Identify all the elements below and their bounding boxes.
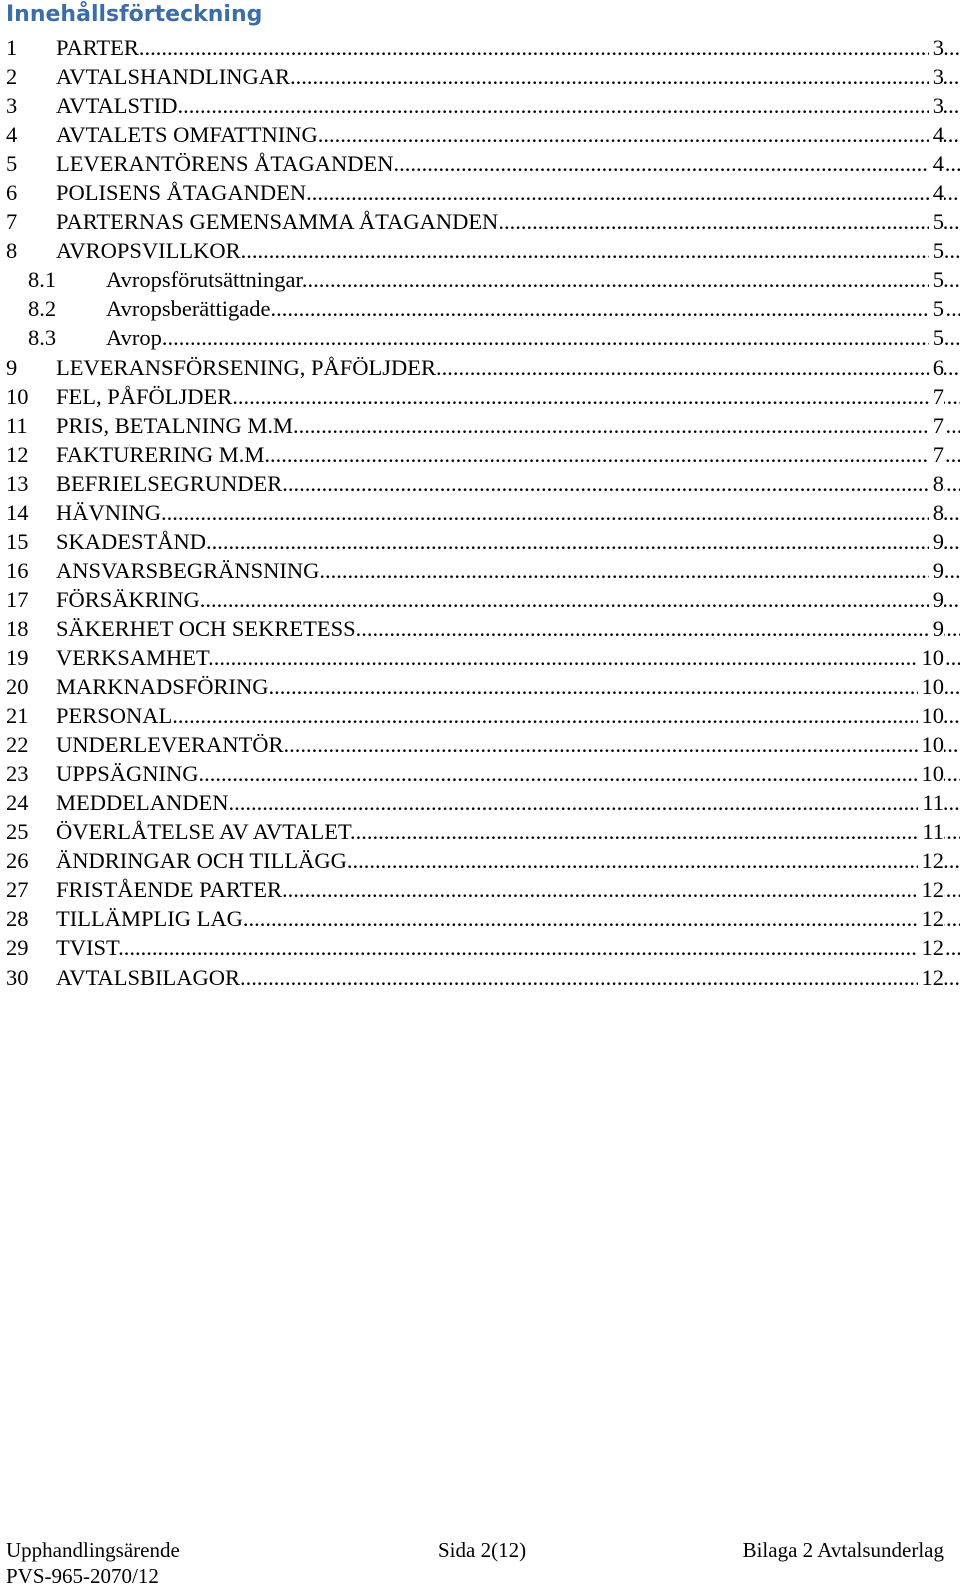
toc-entry-page: 3 — [929, 33, 944, 62]
toc-entry-page: 5 — [929, 265, 944, 294]
toc-entry-page: 8 — [929, 498, 944, 527]
toc-entry[interactable] — [0, 846, 960, 875]
toc-entry[interactable] — [0, 817, 960, 846]
toc-subentry[interactable] — [0, 323, 960, 352]
toc-entry-number: 4 — [6, 122, 18, 148]
toc-entry-number: 26 — [6, 848, 29, 874]
toc-list — [0, 33, 960, 992]
toc-entry[interactable] — [0, 353, 960, 382]
toc-entry-page: 11 — [918, 817, 944, 846]
toc-entry-number: 25 — [6, 819, 29, 845]
toc-entry-number: 28 — [6, 906, 29, 932]
toc-entry-number: 27 — [6, 877, 29, 903]
footer-case-number: PVS-965-2070/12 — [6, 1564, 159, 1588]
toc-subentry[interactable] — [0, 294, 960, 323]
toc-entry-title: MARKNADSFÖRING ..... — [56, 672, 960, 701]
toc-entry[interactable] — [0, 556, 960, 585]
toc-entry-number: 18 — [6, 615, 29, 641]
toc-entry-title: FRISTÅENDE PARTER ..... — [56, 875, 960, 904]
toc-entry-title: POLISENS ÅTAGANDEN ..... — [56, 178, 960, 207]
toc-entry-page: 4 — [929, 120, 944, 149]
toc-entry-page: 7 — [929, 411, 944, 440]
toc-entry-page: 10 — [918, 672, 945, 701]
footer-page-number: Sida 2(12) — [438, 1538, 527, 1562]
toc-entry-title: ÖVERLÅTELSE AV AVTALET ..... — [56, 817, 960, 846]
toc-entry-title: SÄKERHET OCH SEKRETESS ..... — [56, 614, 960, 643]
toc-entry[interactable] — [0, 672, 960, 701]
toc-entry-title: PRIS, BETALNING M.M. ..... — [56, 411, 960, 440]
toc-entry[interactable] — [0, 149, 960, 178]
toc-entry[interactable] — [0, 614, 960, 643]
toc-entry-title: BEFRIELSEGRUNDER ..... — [56, 469, 960, 498]
toc-entry-title: TILLÄMPLIG LAG ..... — [56, 904, 960, 933]
toc-entry-page: 11 — [918, 788, 944, 817]
toc-entry[interactable] — [0, 236, 960, 265]
toc-entry-page: 12 — [918, 963, 945, 992]
toc-entry-page: 10 — [918, 643, 945, 672]
toc-entry-number: 12 — [6, 441, 29, 467]
toc-entry[interactable] — [0, 120, 960, 149]
toc-entry-number: 9 — [6, 354, 18, 380]
toc-entry-number: 2 — [6, 64, 18, 90]
toc-entry[interactable] — [0, 701, 960, 730]
toc-entry-page: 4 — [929, 178, 944, 207]
toc-entry-page: 6 — [929, 353, 944, 382]
toc-entry-number: 23 — [6, 761, 29, 787]
toc-entry-title: PARTERNAS GEMENSAMMA ÅTAGANDEN ..... — [56, 207, 960, 236]
toc-entry-number: 8.2 — [28, 296, 57, 322]
toc-entry[interactable] — [0, 730, 960, 759]
toc-entry[interactable] — [0, 875, 960, 904]
toc-entry-page: 3 — [929, 91, 944, 120]
toc-entry-page: 9 — [929, 614, 944, 643]
toc-entry-number: 14 — [6, 499, 29, 525]
toc-subentry[interactable] — [0, 265, 960, 294]
toc-entry-number: 15 — [6, 528, 29, 554]
toc-entry-title: ANSVARSBEGRÄNSNING ..... — [56, 556, 960, 585]
footer-attachment-label: Bilaga 2 Avtalsunderlag — [742, 1538, 944, 1562]
toc-entry[interactable] — [0, 788, 960, 817]
toc-entry-title: LEVERANTÖRENS ÅTAGANDEN ..... — [56, 149, 960, 178]
toc-entry[interactable] — [0, 411, 960, 440]
toc-entry-title: VERKSAMHET ..... — [56, 643, 960, 672]
toc-entry-number: 7 — [6, 209, 18, 235]
toc-entry-title: AVTALSTID ..... — [56, 91, 960, 120]
toc-entry-page: 10 — [918, 701, 945, 730]
toc-entry[interactable] — [0, 33, 960, 62]
toc-entry-title: UNDERLEVERANTÖR ..... — [56, 730, 960, 759]
toc-entry-page: 10 — [918, 759, 945, 788]
toc-entry-number: 22 — [6, 732, 29, 758]
toc-entry-number: 24 — [6, 790, 29, 816]
toc-entry[interactable] — [0, 207, 960, 236]
toc-entry-page: 4 — [929, 149, 944, 178]
toc-entry[interactable] — [0, 643, 960, 672]
toc-entry-page: 10 — [918, 730, 945, 759]
toc-entry[interactable] — [0, 585, 960, 614]
toc-entry-number: 8.1 — [28, 267, 57, 293]
toc-entry-page: 12 — [918, 846, 945, 875]
toc-entry-page: 8 — [929, 469, 944, 498]
toc-entry-number: 11 — [6, 412, 28, 438]
toc-entry-page: 12 — [918, 933, 945, 962]
toc-entry[interactable] — [0, 904, 960, 933]
toc-entry[interactable] — [0, 91, 960, 120]
toc-entry-title: MEDDELANDEN ..... — [56, 788, 960, 817]
toc-entry-number: 30 — [6, 964, 29, 990]
toc-entry-title: FAKTURERING M.M. ..... — [56, 440, 960, 469]
toc-entry[interactable] — [0, 527, 960, 556]
toc-entry-title: LEVERANSFÖRSENING, PÅFÖLJDER ..... — [56, 353, 960, 382]
toc-entry-title: AVTALSHANDLINGAR ..... — [56, 62, 960, 91]
toc-entry-page: 5 — [929, 207, 944, 236]
toc-entry[interactable] — [0, 759, 960, 788]
toc-entry-page: 9 — [929, 527, 944, 556]
toc-entry-title: Avrop ..... — [106, 323, 960, 352]
toc-entry[interactable] — [0, 933, 960, 962]
toc-entry-page: 5 — [929, 236, 944, 265]
toc-entry-number: 16 — [6, 557, 29, 583]
toc-entry-title: Avropsberättigade ..... — [106, 294, 960, 323]
toc-entry[interactable] — [0, 382, 960, 411]
toc-entry-title: FEL, PÅFÖLJDER ..... — [56, 382, 960, 411]
toc-entry-title: Avropsförutsättningar ..... — [106, 265, 960, 294]
toc-entry-page: 9 — [929, 556, 944, 585]
toc-entry-number: 17 — [6, 586, 29, 612]
toc-entry-number: 6 — [6, 180, 18, 206]
toc-entry[interactable] — [0, 62, 960, 91]
toc-entry-title: ÄNDRINGAR OCH TILLÄGG ..... — [56, 846, 960, 875]
toc-entry-page: 7 — [929, 440, 944, 469]
footer-case-label: Upphandlingsärende — [6, 1538, 180, 1562]
toc-entry-title: PERSONAL ..... — [56, 701, 960, 730]
toc-entry-number: 13 — [6, 470, 29, 496]
toc-entry-number: 8 — [6, 238, 18, 264]
toc-heading: Innehållsförteckning — [6, 2, 263, 27]
toc-entry-number: 3 — [6, 93, 18, 119]
toc-entry[interactable] — [0, 440, 960, 469]
toc-entry-title: TVIST ..... — [56, 933, 960, 962]
toc-entry[interactable] — [0, 178, 960, 207]
toc-entry-page: 7 — [929, 382, 944, 411]
toc-entry[interactable] — [0, 498, 960, 527]
toc-entry-page: 12 — [918, 904, 945, 933]
toc-entry[interactable] — [0, 469, 960, 498]
toc-entry-title: HÄVNING ..... — [56, 498, 960, 527]
toc-entry-page: 5 — [929, 294, 944, 323]
toc-entry-number: 19 — [6, 644, 29, 670]
toc-entry-title: AVTALETS OMFATTNING ..... — [56, 120, 960, 149]
toc-entry-number: 20 — [6, 674, 29, 700]
toc-entry[interactable] — [0, 963, 960, 992]
toc-entry-title: PARTER ..... — [56, 33, 960, 62]
toc-entry-page: 3 — [929, 62, 944, 91]
toc-entry-page: 9 — [929, 585, 944, 614]
toc-entry-title: UPPSÄGNING ..... — [56, 759, 960, 788]
toc-entry-number: 10 — [6, 383, 29, 409]
toc-entry-page: 12 — [918, 875, 945, 904]
toc-entry-number: 29 — [6, 935, 29, 961]
toc-entry-number: 21 — [6, 703, 29, 729]
toc-entry-title: AVROPSVILLKOR ..... — [56, 236, 960, 265]
toc-entry-title: AVTALSBILAGOR ..... — [56, 963, 960, 992]
toc-entry-title: FÖRSÄKRING ..... — [56, 585, 960, 614]
toc-entry-number: 5 — [6, 151, 18, 177]
toc-entry-number: 1 — [6, 35, 18, 60]
toc-entry-number: 8.3 — [28, 325, 57, 351]
toc-entry-page: 5 — [929, 323, 944, 352]
toc-entry-title: SKADESTÅND ..... — [56, 527, 960, 556]
